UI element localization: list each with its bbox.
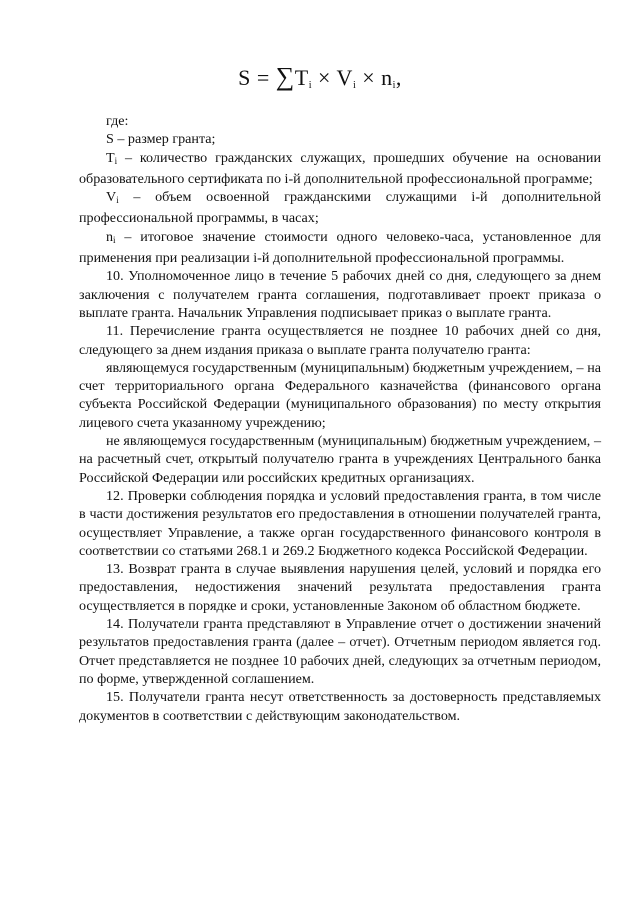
symbol-n-subscript: i — [113, 234, 116, 245]
paragraph-10: 10. Уполномоченное лицо в течение 5 рабочих дней со дня, следующего за днем заключения с получателем гранта соглашения, подготавливает проект приказа о выплате гранта. Начальник Управления подписывает приказ о выплате гранта. — [79, 268, 601, 321]
paragraph-13: 13. Возврат гранта в случае выявления нарушения целей, условий и порядка его предоставления, недостижения значений результата предоставления гранта осуществляется в порядке и сроки, установленные Законом об областном бюджете. — [79, 561, 601, 614]
formula-n: n — [381, 65, 393, 90]
definition-t — [79, 149, 601, 189]
document-body — [79, 112, 601, 725]
formula-sum-sign: ∑ — [275, 62, 295, 91]
definition-n-text: – итоговое значение стоимости одного человеко-часа, установленное для применения при реализации i-й дополнительной профессиональной программы. — [79, 228, 601, 267]
formula-t: T — [294, 65, 309, 90]
formula-v-subscript: i — [352, 80, 357, 91]
grant-formula — [0, 62, 640, 101]
paragraph-12: 12. Проверки соблюдения порядка и условий предоставления гранта, в том числе в части достижения результатов его предоставления в отношении получателей гранта, осуществляет Управление, а также орган государственного финансового контроля в соответствии со статьями 268.1 и 269.2 Бюджетного кодекса Российской Федерации. — [79, 487, 601, 559]
formula-tail: , — [395, 65, 402, 90]
formula-times-2: × — [362, 65, 376, 90]
where-label: где: — [106, 113, 129, 129]
formula-n-subscript: i — [392, 80, 396, 91]
definition-n — [79, 228, 601, 268]
paragraph-11-budget-institution: являющемуся государственным (муниципальным) бюджетным учреждением, – на счет территориального органа Федерального казначейства (финансового органа субъекта Российской Федерации (муниципального образования) по месту открытия лицевого счета указанному учреждению; — [79, 359, 601, 431]
paragraph-15: 15. Получатели гранта несут ответственность за достоверность представляемых документов в соответствии с действующим законодательством. — [79, 689, 601, 724]
symbol-n: n — [106, 228, 114, 245]
symbol-t-subscript: i — [114, 155, 118, 166]
paragraph-14: 14. Получатели гранта представляют в Управление отчет о достижении значений результатов предоставления гранта (далее – отчет). Отчетным периодом является год. Отчет представляется не позднее 10 рабочих дней, следующих за отчетным периодом, по форме, утвержденной соглашением. — [79, 616, 601, 687]
formula-times-1: × — [318, 65, 331, 90]
definition-t-text: – количество гражданских служащих, прошедших обучение на основании образовательного сертификата по i-й дополнительной профессиональной программе; — [79, 149, 601, 187]
definition-s: S – размер гранта; — [106, 131, 216, 148]
formula-v: V — [336, 65, 353, 90]
paragraph-11-non-budget-institution: не являющемуся государственным (муниципальным) бюджетным учреждением, – на расчетный счет, открытый получателю гранта в учреждениях Центрального банка Российской Федерации или российских кредитных организациях. — [79, 433, 601, 486]
definition-v-text: – объем освоенной гражданскими служащими i-й дополнительной профессиональной программы, в часах; — [79, 189, 601, 227]
symbol-v-subscript: i — [116, 195, 119, 206]
paragraph-11: 11. Перечисление гранта осуществляется не позднее 10 рабочих дней со дня, следующего за днем издания приказа о выплате гранта получателю гранта: — [79, 323, 601, 358]
formula-lhs: S = — [238, 65, 270, 90]
symbol-v: V — [106, 189, 117, 206]
formula-t-subscript: i — [308, 80, 313, 91]
definition-v — [79, 188, 601, 228]
symbol-t: T — [106, 149, 115, 166]
